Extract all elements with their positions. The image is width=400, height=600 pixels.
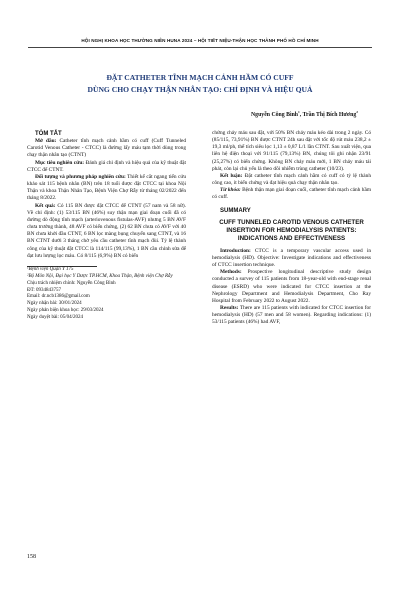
- footnote-accepted: Ngày duyệt bài: 05/04/2024: [27, 315, 83, 321]
- left-column: [27, 131, 186, 322]
- en-methods-label: Methods:: [220, 269, 242, 276]
- header-rule: [28, 47, 372, 48]
- author-1: Nguyễn Công Bình: [250, 111, 299, 118]
- results-label: Kết quả:: [35, 202, 56, 209]
- footnote-corresponding: Chịu trách nhiệm chính: Nguyễn Công Bình: [27, 280, 116, 286]
- en-results-text: There are 115 patients with indicated for CTCC insertion for hemodialysis (HD) (57 men and 58 women). Regarding indications: (1) 53/115 patients (46%) had AVF,: [212, 304, 371, 326]
- aim-text: Đánh giá chỉ định và hiệu quả của kỹ thuật đặt CTCC để CTNT.: [27, 159, 186, 173]
- en-results-paragraph: [212, 305, 371, 326]
- footnote-reviewed: Ngày phản biện khoa học: 29/03/2024: [27, 308, 104, 314]
- footnotes: [27, 267, 186, 322]
- title-line-2: DÙNG CHO CHẠY THẬN NHÂN TẠO: CHỈ ĐỊNH VÀ HIỆU QUẢ: [87, 85, 313, 94]
- en-results-label: Results:: [220, 304, 239, 311]
- en-methods-paragraph: [212, 269, 371, 305]
- en-intro-label: Introduction:: [220, 247, 251, 254]
- keywords-label: Từ khóa:: [220, 187, 241, 194]
- title-line-1: ĐẶT CATHETER TĨNH MẠCH CẢNH HẦM CÓ CUFF: [106, 73, 294, 82]
- intro-text: Catheter tĩnh mạch cảnh hầm có cuff (Cuff Tunneled Carotid Venous Catheter - CTCC) là đường lấy máu tạm thời dùng trong chạy thận nhân tạo (CTNT): [27, 138, 186, 159]
- summary-heading-vi: TÓM TẮT: [35, 131, 62, 137]
- en-intro-paragraph: [212, 248, 371, 269]
- author-1-affil: 1: [298, 110, 300, 114]
- en-intro-text: CTCC is a temporary vascular access used in hemodialysis (HD). Objective: Investigate indications and effectiveness of CTCC insertion technique.: [212, 247, 371, 269]
- author-2-affil: 2: [356, 110, 358, 114]
- en-methods-text: Prospective longitudinal descriptive study design conducted a survey of 115 patients from 18-year-old with end-stage renal disease (ESRD) who were indicated for CTCC insertion at the Nephrology Department and Hemodialysis Department, Cho Ray Hospital from February 2022 to August 2022.: [212, 269, 371, 304]
- intro-label: Mở đầu:: [35, 138, 57, 145]
- results-text: Có 115 BN được đặt CTCC để CTNT (57 nam và 58 nữ). Về chỉ định: (1) 53/115 BN (46%) suy thận mạn giai đoạn cuối đã có đường dò động tĩnh mạch (arteriovenous fistulas-AVF) nhưng 5 BN AVF chưa trưởng thành, 48 AVF có biến chứng, (2) 62 BN chưa có AVF với 40 BN chưa khởi đầu CTNT, 6 BN lọc màng bụng chuyển sang CTNT, và 16 BN CTNT dưới 3 tháng chờ yêu cầu catheter tĩnh mạch đùi. Tỷ lệ thành công của kỹ thuật đặt CTCC là 114/115 (99,13%), 1 BN cần chỉnh sửa để đạt lưu lượng lọc máu. Có 8/115 (6,9%) BN có biến: [27, 202, 186, 259]
- conclusion-text: Đặt catheter tĩnh mạch cảnh hầm có cuff có tỷ lệ thành công cao, ít biến chứng và đạt hiệu quả chạy thận nhân tạo.: [212, 172, 371, 187]
- keywords-text: Bệnh thận mạn giai đoạn cuối, catheter tĩnh mạch cảnh hầm có cuff.: [212, 187, 371, 201]
- authors: [251, 110, 358, 118]
- conclusion-paragraph: [212, 173, 371, 187]
- intro-paragraph: [27, 138, 186, 159]
- aim-label: Mục tiêu nghiên cứu:: [35, 159, 85, 166]
- author-separator: ,: [299, 111, 303, 118]
- article-title: [28, 72, 372, 96]
- footnote-affil-1: ¹Bệnh viện Quận Y 175: [27, 266, 74, 272]
- author-2: Trần Thị Bích Hương: [302, 111, 357, 118]
- journal-header: HỘI NGHỊ KHOA HỌC THƯỜNG NIÊN HUNA 2024 – HỘI TIẾT NIỆU-THẬN HỌC THÀNH PHỐ HỒ CHÍ MINH: [81, 38, 319, 43]
- page-number: 158: [27, 554, 36, 560]
- keywords-paragraph: [212, 187, 371, 201]
- footnote-affil-2: ²Bộ Môn Nội, Đại học Y Dược TP.HCM, Khoa Thận, Bệnh viện Chợ Rẫy: [27, 273, 173, 279]
- methods-label: Đối tượng và phương pháp nghiên cứu:: [35, 173, 126, 180]
- right-column: [212, 130, 371, 326]
- results-continued: chứng chảy máu sau đặt, với 50% BN chảy máu kéo dài trong 2 ngày. Có (85/115, 73,91%) BN được CTNT 24h sau đặt với tốc độ rút máu 238,2 ± 19,3 ml/ph, thể tích siêu lọc 1,13 ± 0,87 L/1 lần CTNT. Sau xuất viện, qua liên hệ điện thoại với 91/115 (79,13%) BN, chúng tôi ghi nhận 23/91 (25,27%) có biến chứng. Không BN chảy máu mới, 1 BN chảy máu tái phát, còn lại chủ yếu là theo dõi nhiễm trùng catheter (10/23).: [212, 130, 371, 172]
- methods-text: Thiết kế cắt ngang tiến cứu khảo sát 115 bệnh nhân (BN) trên 18 tuổi được đặt CTCC tại khoa Nội Thận và khoa Thận Nhân Tạo, Bệnh Viện Chợ Rẫy từ tháng 02/2022 đến tháng 8/2022.: [27, 173, 186, 202]
- aim-paragraph: [27, 160, 186, 174]
- footnote-phone: ĐT: 0934843757: [27, 287, 62, 293]
- summary-heading-en: SUMMARY: [220, 207, 251, 214]
- results-paragraph: [27, 203, 186, 260]
- footnote-received: Ngày nhận bài: 30/01/2024: [27, 301, 82, 307]
- english-title: CUFF TUNNELED CAROTID VENOUS CATHETER INSERTION FOR HEMODIALYSIS PATIENTS: INDICATIONS AND EFFECTIVENESS: [219, 218, 364, 242]
- conclusion-label: Kết luận:: [220, 172, 243, 179]
- footnote-email: Email: dr.ncb1386@gmail.com: [27, 294, 90, 300]
- methods-paragraph: [27, 174, 186, 203]
